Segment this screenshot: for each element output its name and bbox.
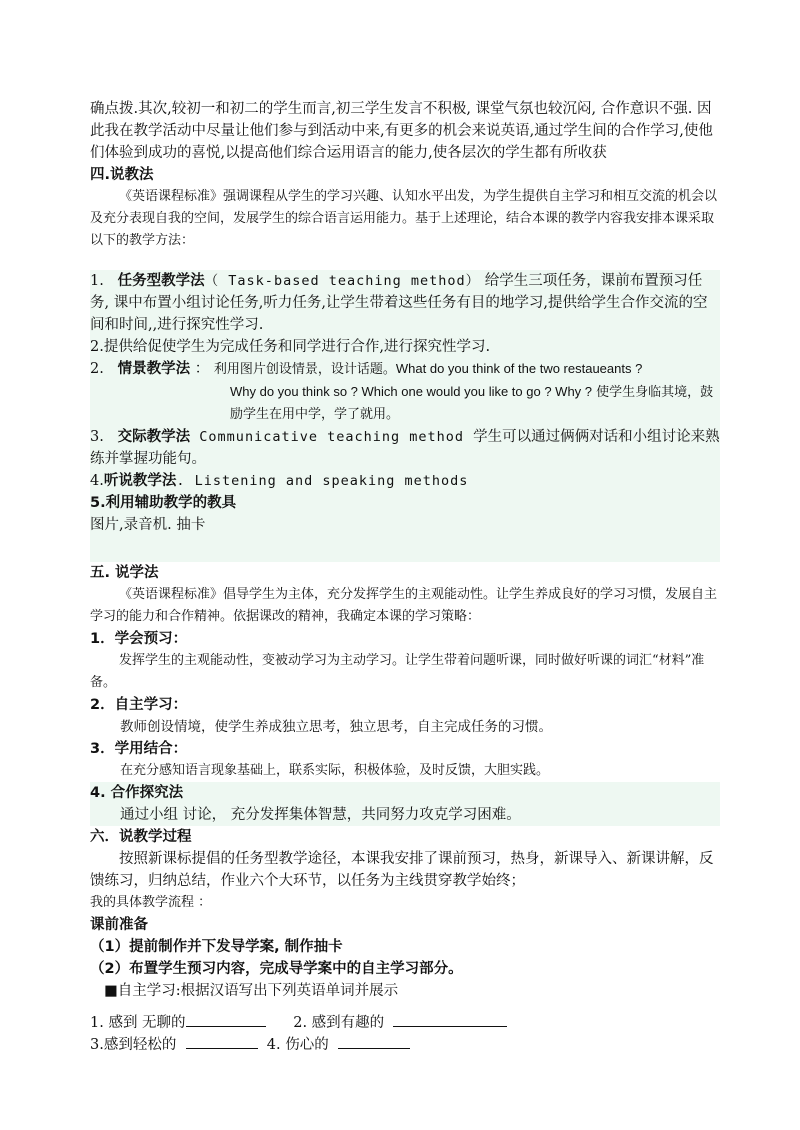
intro-paragraph: 确点拨.其次,较初一和初二的学生而言,初三学生发言不积极, 课堂气氛也较沉闷, 合作意识不强. 因此我在教学活动中尽量让他们参与到活动中来,有更多的机会来说英语,通过学生间的合作学习,使他们体验到成功的喜悦,以提高他们综合运用语言的能力,使各层次的学生都有所收获 <box>90 101 713 161</box>
strategy-4-block <box>90 782 720 826</box>
method-1 <box>90 270 720 336</box>
section4-heading: 四.说教法 <box>90 167 154 183</box>
spacer <box>90 1002 720 1012</box>
document-page <box>90 98 720 1056</box>
method-2-num: 2. <box>90 361 104 377</box>
strategy-2-text: 教师创设情境，使学生养成独立思考，独立思考，自主完成任务的习惯。 <box>120 719 552 735</box>
strategy-4-title: 4. 合作探究法 <box>90 785 184 801</box>
answer-blank-4[interactable] <box>338 1034 410 1049</box>
strategy-3-title: 3．学用结合： <box>90 741 188 757</box>
method-3 <box>90 426 720 470</box>
method-4-num: 4. <box>90 473 104 489</box>
method-1-en: （ Task-based teaching method） <box>204 273 481 289</box>
question-2: 2. 感到有趣的 <box>293 1015 385 1031</box>
strategy-2-title: 2．自主学习： <box>90 697 188 713</box>
method-2-text-en2: Why do you think so ? Which one would you like to go ? Why ? <box>230 384 593 399</box>
method-2-text-en1: What do you think of the two restaueants ? <box>395 361 643 376</box>
strategy-4-text: 通过小组 讨论， 充分发挥集体智慧，共同努力攻克学习困难。 <box>120 807 521 823</box>
method-1-text: 给学生三项任务，课前布置预习任务, 课中布置小组讨论任务,听力任务,让学生带着这些任务有目的地学习,提供给学生合作交流的空间和时间,,进行探究性学习. <box>90 273 708 333</box>
answer-blank-2[interactable] <box>393 1012 507 1027</box>
method-4-title: 听说教学法 <box>103 473 177 489</box>
answer-blank-3[interactable] <box>186 1034 258 1049</box>
method-5-items: 图片,录音机. 抽卡 <box>90 517 206 533</box>
method-2-text-cn2: 使学生身临其境，鼓励学生在用中学，学了就用。 <box>230 385 714 422</box>
method-5: 5.利用辅助教学的教具 <box>90 495 237 511</box>
section5-heading: 五. 说学法 <box>90 565 159 581</box>
prep-item-2: （2）布置学生预习内容，完成导学案中的自主学习部分。 <box>90 961 463 977</box>
question-1: 1. 感到 无聊的 <box>90 1015 186 1031</box>
spacer <box>90 252 720 270</box>
method-4 <box>90 470 720 492</box>
method-1-title: 任务型教学法 <box>117 273 205 289</box>
strategy-1-text: 发挥学生的主观能动性，变被动学习为主动学习。让学生带着问题听课，同时做好听课的词汇“材料”准备。 <box>90 653 705 690</box>
section5-intro: 《英语课程标准》倡导学生为主体，充分发挥学生的主观能动性。让学生养成良好的学习习惯，发展自主学习的能力和合作精神。依据课改的精神，我确定本课的学习策略： <box>90 587 718 624</box>
method-1b: 2.提供给促使学生为完成任务和同学进行合作,进行探究性学习. <box>90 339 491 355</box>
methods-block <box>90 270 720 562</box>
method-2-colon: ： <box>190 361 210 377</box>
method-3-text: 学生可以通过俩俩对话和小组讨论来熟练并掌握功能句。 <box>90 429 720 467</box>
method-2 <box>90 358 720 381</box>
flow-label: 我的具体教学流程 ： <box>90 895 212 910</box>
question-4: 4. 伤心的 <box>266 1037 329 1053</box>
strategy-1-title: 1．学会预习： <box>90 631 188 647</box>
method-3-title: 交际教学法 <box>117 429 191 445</box>
prep-item-1: （1）提前制作并下发导学案, 制作抽卡 <box>90 939 343 955</box>
method-2-title: 情景教学法 <box>117 361 191 377</box>
prep-heading: 课前准备 <box>90 917 148 933</box>
method-3-en: Communicative teaching method <box>190 429 474 445</box>
section4-intro: 《英语课程标准》强调课程从学生的学习兴趣、认知水平出发，为学生提供自主学习和相互交流的机会以及充分表现自我的空间，发展学生的综合语言运用能力。基于上述理论，结合本课的教学内容我安排本课采取以下的教学方法： <box>90 189 718 248</box>
method-3-num: 3. <box>90 429 104 445</box>
section6-heading: 六．说教学过程 <box>90 829 192 845</box>
exercise-row-1 <box>90 1012 720 1034</box>
self-study-line: ■自主学习:根据汉语写出下列英语单词并展示 <box>104 983 399 999</box>
exercise-row-2 <box>90 1034 720 1056</box>
method-4-en: . Listening and speaking methods <box>176 473 469 489</box>
method-2-line2 <box>90 381 720 426</box>
answer-blank-1[interactable] <box>186 1012 266 1027</box>
method-2-text-cn: 利用图片创设情景，设计话题。 <box>213 362 396 377</box>
method-1-num: 1. <box>90 273 104 289</box>
strategy-3-text: 在充分感知语言现象基础上，联系实际，积极体验，及时反馈，大胆实践。 <box>120 763 550 778</box>
section6-intro: 按照新课标提倡的任务型教学途径，本课我安排了课前预习，热身，新课导入、新课讲解，反馈练习，归纳总结，作业六个大环节，以任务为主线贯穿教学始终； <box>90 851 714 889</box>
question-3: 3.感到轻松的 <box>90 1037 177 1053</box>
spacer <box>90 536 720 562</box>
